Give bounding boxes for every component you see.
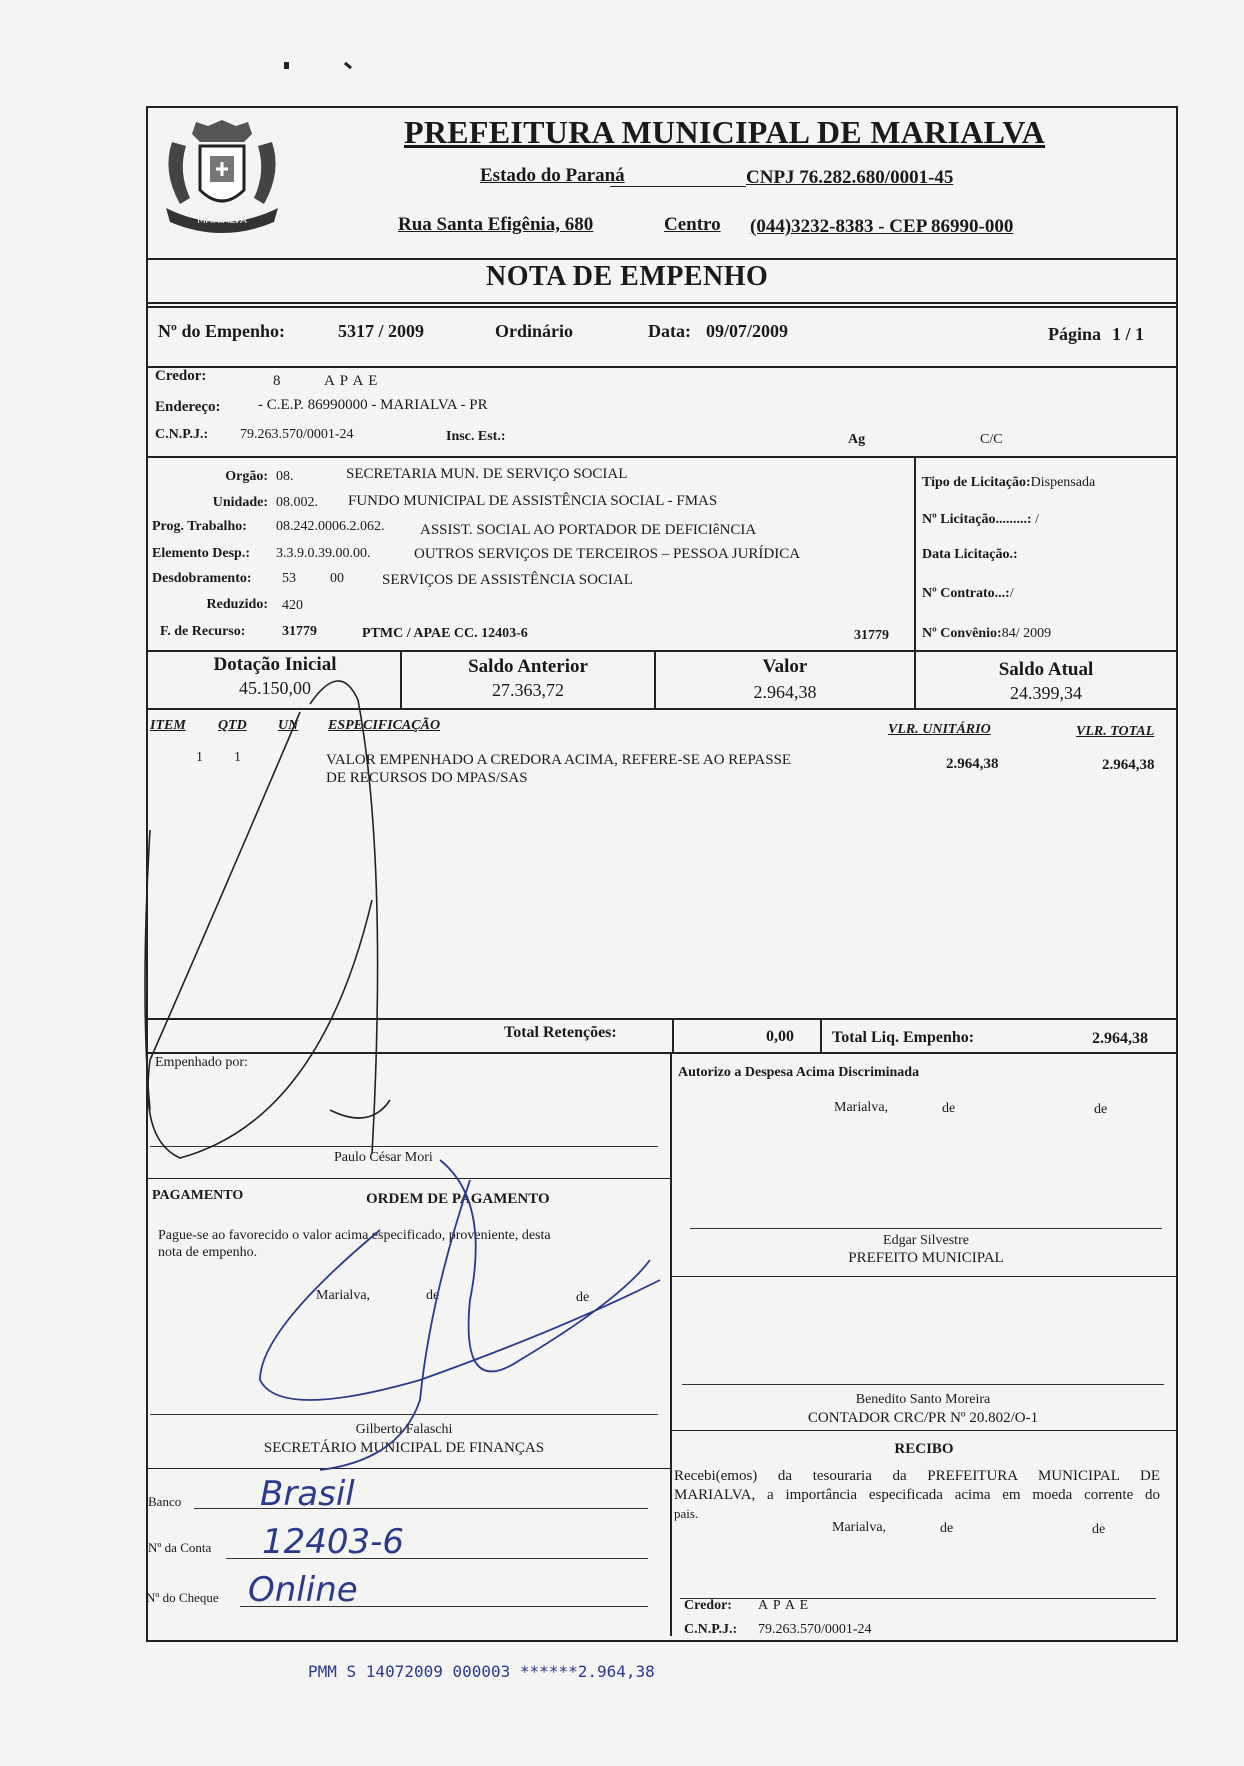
recibo-text-line1: Recebi(emos) da tesouraria da PREFEITURA MUNICIPAL DE: [674, 1468, 1160, 1484]
recibo-city: Marialva,: [832, 1520, 887, 1535]
autorizo-role: PREFEITO MUNICIPAL: [848, 1250, 1004, 1266]
signature-line: [682, 1384, 1164, 1385]
total-liquido-value: 2.964,38: [1092, 1030, 1148, 1047]
empenhado-por-label: Empenhado por:: [155, 1055, 248, 1070]
scan-mark: [344, 62, 352, 69]
credor-address: - C.E.P. 86990000 - MARIALVA - PR: [258, 397, 488, 413]
desdobramento-label: Desdobramento:: [152, 571, 252, 586]
banco-handwritten: Brasil: [260, 1474, 355, 1514]
credor-address-label: Endereço:: [155, 399, 221, 415]
valor-value: 2.964,38: [753, 682, 817, 702]
col-qtd: QTD: [218, 718, 247, 733]
conta-label: Nº da Conta: [148, 1540, 212, 1555]
insc-est-label: Insc. Est.:: [446, 429, 506, 444]
cc-label: C/C: [980, 432, 1003, 447]
header-address: Rua Santa Efigênia, 680: [398, 214, 594, 235]
recibo-de2: de: [1092, 1522, 1106, 1537]
unidade-name: FUNDO MUNICIPAL DE ASSISTÊNCIA SOCIAL - FMAS: [348, 493, 718, 509]
credor-code: 8: [273, 373, 281, 389]
autorizo-title: Autorizo a Despesa Acima Discriminada: [678, 1065, 920, 1080]
tipo-licitacao: [922, 475, 1095, 491]
col-un: UN: [278, 718, 299, 733]
item-description-line1: VALOR EMPENHADO A CREDORA ACIMA, REFERE-SE AO REPASSE: [326, 752, 792, 768]
col-especificacao: ESPECIFICAÇÃO: [328, 718, 441, 733]
signature-line: [150, 1414, 658, 1415]
numero-convenio-label: Nº Convênio:: [922, 626, 1002, 641]
numero-licitacao-value: /: [1035, 512, 1039, 527]
header-phone-cep: (044)3232-8383 - CEP 86990-000: [750, 216, 1014, 237]
rule: [148, 1178, 670, 1179]
banco-label: Banco: [148, 1494, 182, 1509]
credor-name: A P A E: [324, 373, 379, 389]
tipo-licitacao-label: Tipo de Licitação:: [922, 475, 1031, 490]
credor-cnpj: 79.263.570/0001-24: [240, 427, 354, 442]
dotacao-inicial-value: 45.150,00: [239, 678, 311, 698]
recibo-credor-label: Credor:: [684, 1598, 732, 1613]
recibo-text-line2: MARIALVA, a importância especificada acima em moeda corrente do: [674, 1487, 1160, 1503]
item-vlr-unitario: 2.964,38: [946, 756, 999, 772]
rule: [672, 1018, 674, 1054]
pagamento-signer: Gilberto Falaschi: [355, 1422, 453, 1437]
numero-contrato-value: /: [1009, 586, 1014, 601]
unidade-code: 08.002.: [276, 495, 318, 510]
empenho-type: Ordinário: [495, 321, 574, 341]
dotacao-inicial-label: Dotação Inicial: [213, 654, 337, 675]
col-vlr-total: VLR. TOTAL: [1076, 724, 1155, 739]
rule: [148, 1018, 1176, 1020]
prog-trabalho-label: Prog. Trabalho:: [152, 519, 247, 534]
desdobramento-code: 53: [282, 571, 296, 586]
conta-handwritten: 12403-6: [262, 1522, 405, 1562]
recibo-text-line3: pais.: [674, 1506, 699, 1521]
rule: [148, 456, 1176, 458]
unidade-label: Unidade:: [212, 495, 268, 510]
pagamento-label: PAGAMENTO: [152, 1188, 244, 1203]
empenho-date: 09/07/2009: [706, 321, 789, 341]
rule: [148, 708, 1176, 710]
credor-label: Credor:: [155, 368, 207, 384]
elemento-code: 3.3.9.0.39.00.00.: [276, 546, 371, 561]
recibo-credor: A P A E: [758, 1598, 810, 1613]
saldo-atual-label: Saldo Atual: [998, 659, 1094, 680]
scan-mark: [284, 62, 289, 69]
rule: [670, 1052, 672, 1636]
autorizo-de1: de: [942, 1101, 956, 1116]
numero-licitacao: [922, 512, 1039, 528]
crest-lettering: MARIALVA: [197, 215, 247, 226]
col-vlr-unitario: VLR. UNITÁRIO: [888, 722, 991, 737]
empenho-date-label: Data:: [648, 321, 691, 341]
elemento-label: Elemento Desp.:: [152, 546, 250, 561]
signature-line: [150, 1146, 658, 1147]
total-retencoes-value: 0,00: [766, 1028, 794, 1045]
elemento-name: OUTROS SERVIÇOS DE TERCEIROS – PESSOA JURÍDICA: [414, 546, 801, 562]
pagamento-city: Marialva,: [316, 1288, 371, 1303]
empenho-number-label: Nº do Empenho:: [158, 321, 285, 341]
pagamento-text-line2: nota de empenho.: [158, 1245, 258, 1260]
rule: [820, 1018, 822, 1054]
autorizo-de2: de: [1094, 1102, 1108, 1117]
orgao-code: 08.: [276, 469, 294, 484]
credor-cnpj-label: C.N.P.J.:: [155, 427, 209, 442]
rule: [148, 258, 1176, 260]
saldo-anterior-label: Saldo Anterior: [468, 656, 588, 677]
item-description-line2: DE RECURSOS DO MPAS/SAS: [326, 770, 528, 786]
document-title: NOTA DE EMPENHO: [486, 261, 769, 292]
item-qtd: 1: [234, 750, 241, 765]
header-title: PREFEITURA MUNICIPAL DE MARIALVA: [404, 114, 1046, 150]
recibo-cnpj: 79.263.570/0001-24: [758, 1622, 872, 1637]
empenhado-signer: Paulo César Mori: [334, 1150, 433, 1165]
saldo-atual-value: 24.399,34: [1010, 683, 1082, 703]
numero-convenio-value: 84/ 2009: [1001, 626, 1052, 641]
numero-convenio: [922, 626, 1051, 642]
autorizo-city: Marialva,: [834, 1100, 889, 1115]
header-state: Estado do Paraná: [480, 165, 625, 186]
col-item: ITEM: [150, 718, 186, 733]
numero-licitacao-label: Nº Licitação.........:: [922, 512, 1032, 527]
pagamento-de2: de: [576, 1290, 590, 1305]
contador-role: CONTADOR CRC/PR Nº 20.802/O-1: [807, 1410, 1039, 1426]
rule: [670, 1276, 1176, 1277]
header-district: Centro: [664, 214, 721, 235]
payment-stamp: PMM S 14072009 000003 ******2.964,38: [308, 1662, 655, 1681]
recibo-title: RECIBO: [894, 1441, 954, 1457]
orgao-name: SECRETARIA MUN. DE SERVIÇO SOCIAL: [346, 466, 628, 482]
cheque-handwritten: Online: [248, 1570, 358, 1610]
municipal-crest-icon: [152, 112, 292, 240]
rule: [148, 1468, 670, 1469]
page-number: 1 / 1: [1112, 324, 1145, 344]
recibo-cnpj-label: C.N.P.J.:: [684, 1622, 738, 1637]
pagamento-text-line1: Pague-se ao favorecido o valor acima especificado, proveniente, desta: [158, 1228, 551, 1243]
empenho-number: 5317 / 2009: [338, 321, 425, 341]
data-licitacao-label: Data Licitação.:: [922, 547, 1018, 562]
desdobramento-subcode: 00: [330, 571, 344, 586]
total-retencoes-label: Total Retenções:: [504, 1024, 617, 1041]
rule: [914, 456, 916, 650]
item-vlr-total: 2.964,38: [1102, 757, 1155, 773]
ordem-pagamento-title: ORDEM DE PAGAMENTO: [366, 1191, 550, 1207]
signature-line: [690, 1228, 1162, 1229]
reduzido-label: Reduzido:: [206, 597, 268, 612]
prog-trabalho-name: ASSIST. SOCIAL AO PORTADOR DE DEFICIêNCIA: [420, 522, 757, 538]
fonte-recurso-desc: PTMC / APAE CC. 12403-6: [362, 626, 528, 641]
fonte-recurso-label: F. de Recurso:: [160, 624, 246, 639]
page-label: Página: [1048, 324, 1102, 344]
total-liquido-label: Total Liq. Empenho:: [832, 1029, 975, 1046]
numero-contrato-label: Nº Contrato...:: [922, 586, 1010, 601]
reduzido-value: 420: [282, 598, 303, 613]
rule: [148, 650, 1176, 652]
prog-trabalho-code: 08.242.0006.2.062.: [276, 519, 385, 534]
valor-label: Valor: [762, 656, 808, 677]
contador-signer: Benedito Santo Moreira: [855, 1392, 991, 1407]
numero-contrato: [922, 586, 1014, 602]
ag-label: Ag: [848, 432, 866, 447]
cheque-label: Nº do Cheque: [146, 1590, 219, 1605]
header-cnpj: CNPJ 76.282.680/0001-45: [746, 167, 954, 188]
pagamento-de1: de: [426, 1288, 440, 1303]
fonte-recurso-code: 31779: [282, 624, 317, 639]
rule: [148, 302, 1176, 304]
rule: [148, 1052, 1176, 1054]
desdobramento-name: SERVIÇOS DE ASSISTÊNCIA SOCIAL: [382, 572, 633, 588]
signature-line: [680, 1598, 1156, 1599]
saldo-anterior-value: 27.363,72: [492, 680, 564, 700]
orgao-label: Orgão:: [225, 469, 268, 484]
rule: [670, 1430, 1176, 1431]
rule: [148, 306, 1176, 308]
rule: [148, 366, 1176, 368]
header-rule: [610, 186, 746, 187]
fonte-recurso-right: 31779: [854, 628, 889, 643]
autorizo-signer: Edgar Silvestre: [883, 1233, 969, 1248]
recibo-de1: de: [940, 1521, 954, 1536]
item-number: 1: [196, 750, 203, 765]
tipo-licitacao-value: Dispensada: [1030, 475, 1096, 490]
pagamento-role: SECRETÁRIO MUNICIPAL DE FINANÇAS: [263, 1440, 545, 1456]
